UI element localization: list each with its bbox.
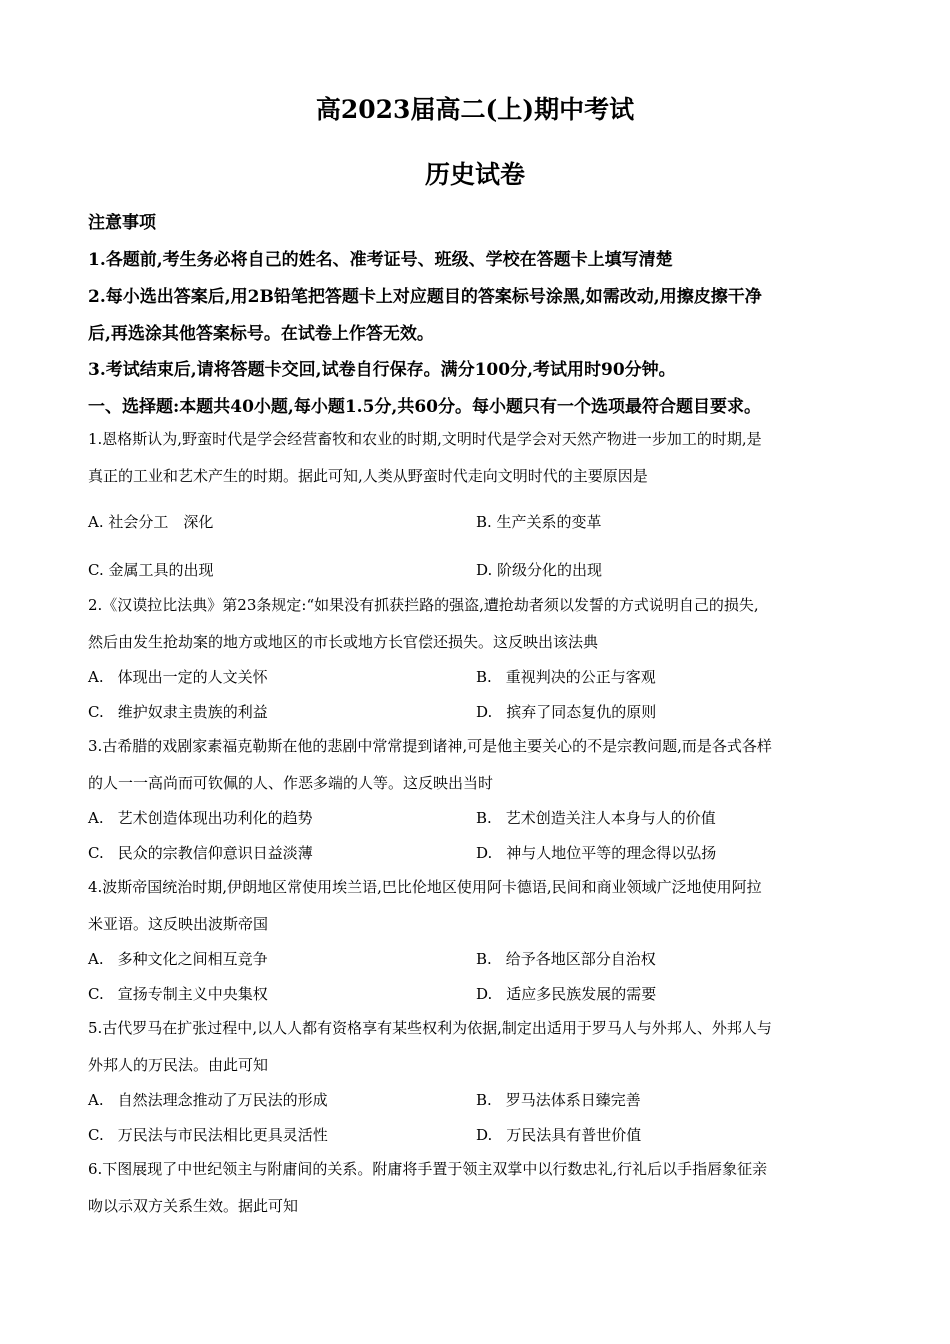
notes-heading: 注意事项 — [88, 213, 156, 233]
question-3-stem-line-2: 的人一一高尚而可钦佩的人、作恶多端的人等。这反映出当时 — [88, 774, 494, 792]
exam-title: 高2023届高二(上)期中考试 — [315, 95, 635, 124]
question-3-option-c: C. 民众的宗教信仰意识日益淡薄 — [88, 844, 313, 862]
question-1-option-d: D. 阶级分化的出现 — [476, 561, 603, 579]
question-4-option-d: D. 适应多民族发展的需要 — [476, 985, 657, 1003]
notes-item-2-line-2: 后,再选涂其他答案标号。在试卷上作答无效。 — [88, 324, 434, 344]
question-2-option-b: B. 重视判决的公正与客观 — [476, 668, 656, 686]
question-5-option-c: C. 万民法与市民法相比更具灵活性 — [88, 1126, 328, 1144]
exam-subject: 历史试卷 — [424, 160, 525, 189]
section-heading: 一、选择题:本题共40小题,每小题1.5分,共60分。每小题只有一个选项最符合题目要求。 — [88, 397, 762, 417]
question-4-option-a: A. 多种文化之间相互竞争 — [88, 950, 268, 968]
question-5-stem-line-2: 外邦人的万民法。由此可知 — [88, 1056, 269, 1074]
question-2-stem-line-1: 2.《汉谟拉比法典》第23条规定:“如果没有抓获拦路的强盗,遭抢劫者须以发誓的方式说明自己的损失, — [88, 596, 759, 614]
question-5-option-b: B. 罗马法体系日臻完善 — [476, 1091, 641, 1109]
question-1-option-b: B. 生产关系的变革 — [476, 513, 602, 531]
question-4-stem-line-2: 米亚语。这反映出波斯帝国 — [88, 915, 269, 933]
question-2-option-c: C. 维护奴隶主贵族的利益 — [88, 703, 268, 721]
notes-item-3: 3.考试结束后,请将答题卡交回,试卷自行保存。满分100分,考试用时90分钟。 — [88, 360, 676, 380]
question-4-option-c: C. 宣扬专制主义中央集权 — [88, 985, 268, 1003]
question-3-option-b: B. 艺术创造关注人本身与人的价值 — [476, 809, 716, 827]
question-5-stem-line-1: 5.古代罗马在扩张过程中,以人人都有资格享有某些权利为依据,制定出适用于罗马人与外邦人、外邦人与 — [88, 1019, 772, 1037]
question-5-option-d: D. 万民法具有普世价值 — [476, 1126, 642, 1144]
notes-item-1: 1.各题前,考生务必将自己的姓名、准考证号、班级、学校在答题卡上填写清楚 — [88, 250, 673, 270]
question-2-option-a: A. 体现出一定的人文关怀 — [88, 668, 268, 686]
question-4-stem-line-1: 4.波斯帝国统治时期,伊朗地区常使用埃兰语,巴比伦地区使用阿卡德语,民间和商业领域广泛地使用阿拉 — [88, 878, 762, 896]
question-6-stem-line-2: 吻以示双方关系生效。据此可知 — [88, 1197, 299, 1215]
question-1-option-a: A. 社会分工 深化 — [88, 513, 214, 531]
question-2-stem-line-2: 然后由发生抢劫案的地方或地区的市长或地方长官偿还损失。这反映出该法典 — [88, 633, 599, 651]
question-2-option-d: D. 摈弃了同态复仇的原则 — [476, 703, 657, 721]
question-1-option-c: C. 金属工具的出现 — [88, 561, 214, 579]
question-1-stem-line-1: 1.恩格斯认为,野蛮时代是学会经营畜牧和农业的时期,文明时代是学会对天然产物进一步加工的时期,是 — [88, 430, 762, 448]
question-3-option-d: D. 神与人地位平等的理念得以弘扬 — [476, 844, 717, 862]
question-3-option-a: A. 艺术创造体现出功利化的趋势 — [88, 809, 313, 827]
question-1-stem-line-2: 真正的工业和艺术产生的时期。据此可知,人类从野蛮时代走向文明时代的主要原因是 — [88, 467, 648, 485]
question-3-stem-line-1: 3.古希腊的戏剧家素福克勒斯在他的悲剧中常常提到诸神,可是他主要关心的不是宗教问题,而是各式各样 — [88, 737, 772, 755]
question-5-option-a: A. 自然法理念推动了万民法的形成 — [88, 1091, 328, 1109]
notes-item-2-line-1: 2.每小选出答案后,用2B铅笔把答题卡上对应题目的答案标号涂黑,如需改动,用擦皮擦干净 — [88, 287, 762, 307]
question-4-option-b: B. 给予各地区部分自治权 — [476, 950, 656, 968]
question-6-stem-line-1: 6.下图展现了中世纪领主与附庸间的关系。附庸将手置于领主双掌中以行数忠礼,行礼后以手指唇象征亲 — [88, 1160, 768, 1178]
